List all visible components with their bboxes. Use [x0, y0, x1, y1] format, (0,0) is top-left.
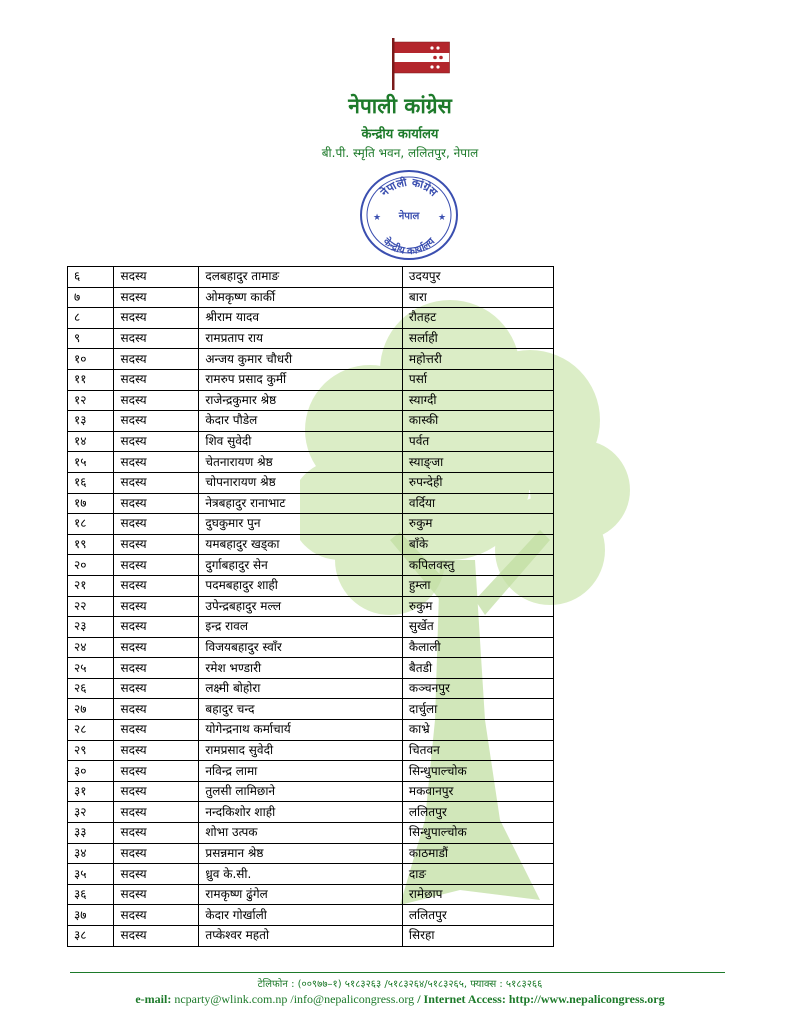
member-role: सदस्य — [114, 699, 199, 720]
svg-text:नेपाली कांग्रेस — [377, 175, 441, 200]
member-role: सदस्य — [114, 637, 199, 658]
member-role: सदस्य — [114, 926, 199, 947]
members-table — [67, 266, 554, 947]
member-name: रामरुप प्रसाद कुर्मी — [199, 369, 403, 390]
member-name: चेतनारायण श्रेष्ठ — [199, 452, 403, 473]
table-row — [68, 452, 554, 473]
member-district: काभ्रे — [402, 720, 553, 741]
member-district: दाङ — [402, 864, 553, 885]
member-number: ३४ — [68, 843, 114, 864]
member-number: २३ — [68, 617, 114, 638]
member-number: ९ — [68, 328, 114, 349]
member-number: २८ — [68, 720, 114, 741]
member-name: ध्रुव के.सी. — [199, 864, 403, 885]
member-district: बाँके — [402, 534, 553, 555]
member-number: १९ — [68, 534, 114, 555]
member-district: रुपन्देही — [402, 472, 553, 493]
member-district: वर्दिया — [402, 493, 553, 514]
member-number: ६ — [68, 267, 114, 288]
member-role: सदस्य — [114, 905, 199, 926]
svg-text:★: ★ — [438, 213, 447, 223]
table-row — [68, 761, 554, 782]
member-number: २७ — [68, 699, 114, 720]
member-name: इन्द्र रावल — [199, 617, 403, 638]
member-district: बैतडी — [402, 658, 553, 679]
member-number: ८ — [68, 308, 114, 329]
member-district: सुर्खेत — [402, 617, 553, 638]
member-number: २६ — [68, 678, 114, 699]
member-role: सदस्य — [114, 823, 199, 844]
member-name: दुघकुमार पुन — [199, 514, 403, 535]
member-name: शोभा उत्पक — [199, 823, 403, 844]
member-role: सदस्य — [114, 431, 199, 452]
member-district: काठमाडौं — [402, 843, 553, 864]
member-number: ३७ — [68, 905, 114, 926]
member-district: दार्चुला — [402, 699, 553, 720]
member-role: सदस्य — [114, 720, 199, 741]
member-name: रामप्रसाद सुवेदी — [199, 740, 403, 761]
member-role: सदस्य — [114, 369, 199, 390]
member-district: हुम्ला — [402, 575, 553, 596]
member-number: १५ — [68, 452, 114, 473]
member-number: १३ — [68, 411, 114, 432]
member-district: रुकुम — [402, 596, 553, 617]
table-row — [68, 637, 554, 658]
member-number: २२ — [68, 596, 114, 617]
table-row — [68, 349, 554, 370]
member-name: नेत्रबहादुर रानाभाट — [199, 493, 403, 514]
member-name: रामकृष्ण ढुंगेल — [199, 884, 403, 905]
table-row — [68, 720, 554, 741]
member-name: नन्दकिशोर शाही — [199, 802, 403, 823]
member-district: कास्की — [402, 411, 553, 432]
svg-text:★: ★ — [373, 213, 382, 223]
table-row — [68, 369, 554, 390]
member-district: स्याग्दी — [402, 390, 553, 411]
member-number: २५ — [68, 658, 114, 679]
member-district: कैलाली — [402, 637, 553, 658]
member-name: विजयबहादुर स्वाँर — [199, 637, 403, 658]
member-name: तुलसी लामिछाने — [199, 781, 403, 802]
organization-name: नेपाली कांग्रेस — [348, 94, 452, 118]
member-name: तप्केश्वर महतो — [199, 926, 403, 947]
member-role: सदस्य — [114, 884, 199, 905]
table-row — [68, 678, 554, 699]
member-name: यमबहादुर खड्का — [199, 534, 403, 555]
member-district: कपिलवस्तु — [402, 555, 553, 576]
internet-value[interactable]: http://www.nepalicongress.org — [508, 992, 665, 1006]
member-role: सदस्य — [114, 493, 199, 514]
member-role: सदस्य — [114, 452, 199, 473]
table-row — [68, 617, 554, 638]
member-role: सदस्य — [114, 843, 199, 864]
table-row — [68, 864, 554, 885]
table-row — [68, 823, 554, 844]
table-row — [68, 431, 554, 452]
member-role: सदस्य — [114, 781, 199, 802]
member-role: सदस्य — [114, 761, 199, 782]
email-label: e-mail: — [135, 992, 172, 1006]
member-district: सिन्धुपाल्चोक — [402, 823, 553, 844]
member-district: पर्सा — [402, 369, 553, 390]
member-role: सदस्य — [114, 802, 199, 823]
member-number: १८ — [68, 514, 114, 535]
member-role: सदस्य — [114, 267, 199, 288]
member-number: १७ — [68, 493, 114, 514]
member-district: चितवन — [402, 740, 553, 761]
member-role: सदस्य — [114, 575, 199, 596]
member-district: बारा — [402, 287, 553, 308]
member-number: ३६ — [68, 884, 114, 905]
member-role: सदस्य — [114, 534, 199, 555]
table-row — [68, 267, 554, 288]
member-number: २९ — [68, 740, 114, 761]
member-name: प्रसन्नमान श्रेष्ठ — [199, 843, 403, 864]
member-number: १० — [68, 349, 114, 370]
member-district: महोत्तरी — [402, 349, 553, 370]
table-row — [68, 287, 554, 308]
member-number: २१ — [68, 575, 114, 596]
member-name: ओमकृष्ण कार्की — [199, 287, 403, 308]
member-district: रामेछाप — [402, 884, 553, 905]
table-row — [68, 926, 554, 947]
member-district: ललितपुर — [402, 905, 553, 926]
member-role: सदस्य — [114, 617, 199, 638]
member-role: सदस्य — [114, 390, 199, 411]
member-name: केदार गोर्खाली — [199, 905, 403, 926]
office-address: बी.पी. स्मृति भवन, ललितपुर, नेपाल — [321, 146, 479, 160]
table-row — [68, 575, 554, 596]
member-district: मकवानपुर — [402, 781, 553, 802]
member-name: राजेन्द्रकुमार श्रेष्ठ — [199, 390, 403, 411]
table-row — [68, 514, 554, 535]
member-number: २० — [68, 555, 114, 576]
table-row — [68, 472, 554, 493]
table-row — [68, 905, 554, 926]
footer-contact — [0, 992, 800, 1007]
member-name: अन्जय कुमार चौधरी — [199, 349, 403, 370]
member-number: ३० — [68, 761, 114, 782]
member-name: योगेन्द्रनाथ कर्माचार्य — [199, 720, 403, 741]
member-district: स्याङ्जा — [402, 452, 553, 473]
seal-top-text: नेपाली कांग्रेस — [377, 175, 440, 199]
member-district: रौतहट — [402, 308, 553, 329]
member-number: ७ — [68, 287, 114, 308]
member-role: सदस्य — [114, 864, 199, 885]
office-name: केन्द्रीय कार्यालय — [361, 127, 439, 142]
member-name: केदार पौडेल — [199, 411, 403, 432]
member-name: बहादुर चन्द — [199, 699, 403, 720]
member-role: सदस्य — [114, 678, 199, 699]
member-role: सदस्य — [114, 658, 199, 679]
seal-bottom-text: केन्द्रीय कार्यालय — [380, 236, 438, 258]
member-name: शिव सुवेदी — [199, 431, 403, 452]
member-role: सदस्य — [114, 596, 199, 617]
table-row — [68, 740, 554, 761]
member-number: ३८ — [68, 926, 114, 947]
member-district: सर्लाही — [402, 328, 553, 349]
member-name: रमेश भण्डारी — [199, 658, 403, 679]
office-seal-stamp — [357, 168, 461, 262]
member-name: उपेन्द्रबहादुर मल्ल — [199, 596, 403, 617]
footer-divider — [70, 972, 725, 973]
member-role: सदस्य — [114, 411, 199, 432]
footer-phone: टेलिफोन : (००९७७–१) ५१८३२६३ /५१८३२६४/५१८३२६५, फ्याक्स : ५१८३२६६ — [257, 979, 543, 990]
member-name: दुर्गाबहादुर सेन — [199, 555, 403, 576]
member-role: सदस्य — [114, 555, 199, 576]
member-number: १२ — [68, 390, 114, 411]
member-district: पर्वत — [402, 431, 553, 452]
member-number: १४ — [68, 431, 114, 452]
member-name: चोपनारायण श्रेष्ठ — [199, 472, 403, 493]
member-district: उदयपुर — [402, 267, 553, 288]
member-name: नविन्द्र लामा — [199, 761, 403, 782]
member-district: रुकुम — [402, 514, 553, 535]
table-row — [68, 534, 554, 555]
member-number: ११ — [68, 369, 114, 390]
member-role: सदस्य — [114, 514, 199, 535]
table-row — [68, 781, 554, 802]
table-row — [68, 658, 554, 679]
member-role: सदस्य — [114, 472, 199, 493]
member-district: ललितपुर — [402, 802, 553, 823]
member-role: सदस्य — [114, 287, 199, 308]
table-row — [68, 328, 554, 349]
table-row — [68, 308, 554, 329]
email-value[interactable]: ncparty@wlink.com.np /info@nepalicongress.org — [174, 992, 415, 1006]
member-name: पदमबहादुर शाही — [199, 575, 403, 596]
member-role: सदस्य — [114, 740, 199, 761]
table-row — [68, 390, 554, 411]
member-number: २४ — [68, 637, 114, 658]
footer-separator: / — [417, 992, 421, 1006]
member-role: सदस्य — [114, 328, 199, 349]
member-number: १६ — [68, 472, 114, 493]
member-district: सिन्धुपाल्चोक — [402, 761, 553, 782]
table-row — [68, 596, 554, 617]
seal-center-text: नेपाल — [398, 211, 420, 222]
member-name: लक्ष्मी बोहोरा — [199, 678, 403, 699]
member-role: सदस्य — [114, 349, 199, 370]
table-row — [68, 802, 554, 823]
member-number: ३१ — [68, 781, 114, 802]
table-row — [68, 843, 554, 864]
member-name: रामप्रताप राय — [199, 328, 403, 349]
member-district: सिरहा — [402, 926, 553, 947]
internet-label: Internet Access: — [423, 992, 506, 1006]
table-row — [68, 555, 554, 576]
member-role: सदस्य — [114, 308, 199, 329]
member-name: श्रीराम यादव — [199, 308, 403, 329]
member-name: दलबहादुर तामाङ — [199, 267, 403, 288]
party-flag-logo — [386, 36, 456, 92]
table-row — [68, 884, 554, 905]
table-row — [68, 411, 554, 432]
member-number: ३३ — [68, 823, 114, 844]
member-number: ३५ — [68, 864, 114, 885]
member-number: ३२ — [68, 802, 114, 823]
table-row — [68, 699, 554, 720]
member-district: कञ्चनपुर — [402, 678, 553, 699]
table-row — [68, 493, 554, 514]
